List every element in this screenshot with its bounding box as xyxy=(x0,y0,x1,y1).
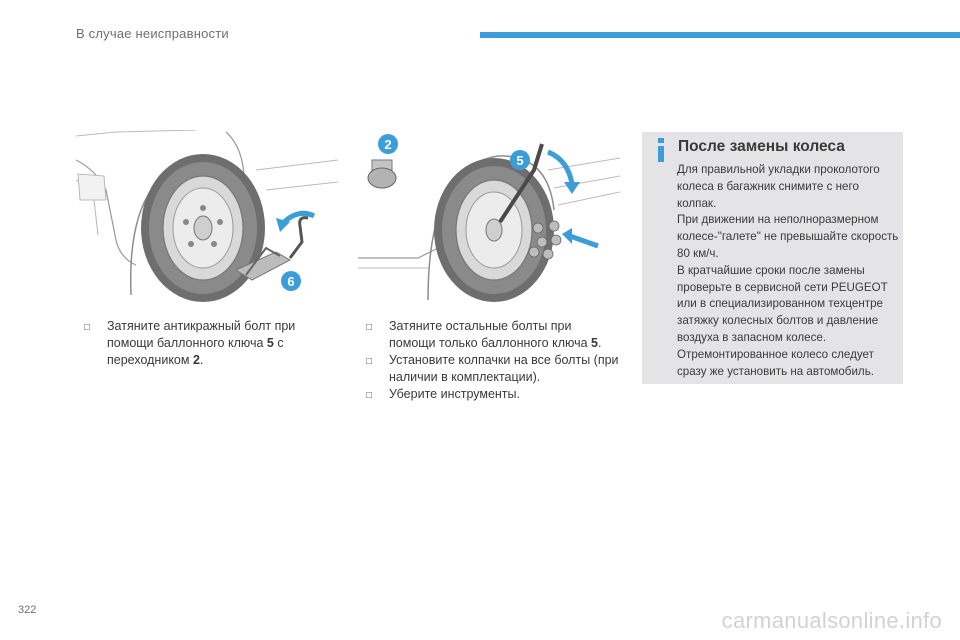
info-paragraph: В кратчайшие сроки после замены проверьте в сервисной сети PEUGEOT или в специализированном техцентре затяжку колесных болтов и давление воздуха в запасном колесе. Отремонтированное колесо следует сразу же установить на автомобиль. xyxy=(677,263,888,378)
steps-list-left xyxy=(84,318,304,369)
list-item: □ Уберите инструменты. xyxy=(366,386,621,403)
list-item: □ Установите колпачки на все болты (при наличии в комплектации). xyxy=(366,353,619,384)
callout-6: 6 xyxy=(287,274,295,289)
info-text xyxy=(677,162,899,380)
checkbox-bullet-icon: □ xyxy=(366,390,373,401)
info-paragraph: Для правильной укладки проколотого колеса в багажник снимите с него колпак. xyxy=(677,163,880,210)
checkbox-bullet-icon: □ xyxy=(366,322,373,333)
header-accent-bar xyxy=(480,32,960,38)
info-paragraph: При движении на неполноразмерном колесе-"галете" не превышайте скорость 80 км/ч. xyxy=(677,213,899,260)
info-box xyxy=(642,132,903,384)
page-number: 322 xyxy=(18,604,37,616)
list-item: □ Затяните остальные болты при помощи только баллонного ключа 5. xyxy=(366,319,602,350)
checkbox-bullet-icon: □ xyxy=(366,356,373,367)
info-title: После замены колеса xyxy=(678,138,845,155)
callout-2: 2 xyxy=(384,137,392,152)
steps-list-right xyxy=(366,318,621,403)
info-icon xyxy=(656,138,666,162)
checkbox-bullet-icon: □ xyxy=(84,322,91,333)
illustration-wheel-wrench xyxy=(358,130,620,302)
list-item: □ Затяните антикражный болт при помощи баллонного ключа 5 с переходником 2. xyxy=(84,319,296,367)
illustration-wheel-jack xyxy=(76,130,338,302)
watermark: carmanualsonline.info xyxy=(721,608,942,633)
callout-5: 5 xyxy=(516,153,524,168)
section-title: В случае неисправности xyxy=(76,26,229,41)
